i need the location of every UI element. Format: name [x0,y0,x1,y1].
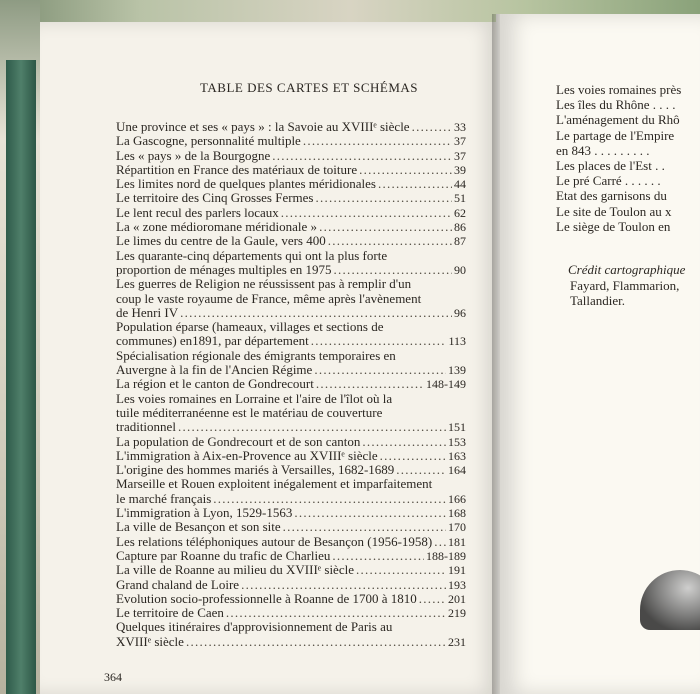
entry-line [116,292,466,306]
right-page-line: Le siège de Toulon en [556,218,671,234]
entry-page-number: 193 [448,577,466,592]
contents-entry [116,349,466,378]
entry-page-number: 201 [448,591,466,606]
leader-dots [380,449,446,463]
entry-page-number: 164 [448,463,466,478]
entry-last-line [116,191,466,205]
entry-page-number: 37 [454,134,466,149]
entry-text: de Henri IV [116,304,179,320]
leader-dots [186,635,446,649]
entry-page-number: 166 [448,491,466,506]
entry-page-number: 151 [448,420,466,435]
entry-page-number: 168 [448,506,466,521]
entry-text: L'origine des hommes mariés à Versailles, 1682-1689 [116,462,395,478]
entry-line [116,477,466,491]
entry-page-number: 33 [454,120,466,134]
leader-dots [356,563,446,577]
entry-last-line [116,463,466,477]
contents-entry [116,463,466,477]
entry-text: Capture par Roanne du trafic de Charlieu [116,547,331,563]
entry-text: L'immigration à Aix-en-Provence au XVIIIᵉ siècle [116,447,378,463]
entry-text: La « zone médioromane méridionale » [116,219,318,235]
entry-text: coup le vaste royaume de France, même après l'avènement [116,290,422,306]
contents-entry [116,435,466,449]
contents-entry [116,477,466,506]
entry-last-line [116,535,466,549]
right-page-line: Le site de Toulon au x [556,203,672,219]
entry-line [116,277,466,291]
contents-entry [116,377,466,391]
entry-last-line [116,363,466,377]
entry-line [116,249,466,263]
entry-last-line [116,163,466,177]
entry-last-line [116,149,466,163]
credit-label: Crédit cartographique [568,262,686,277]
leader-dots [226,606,446,620]
entry-last-line [116,435,466,449]
leader-dots [316,377,424,391]
entry-page-number: 219 [448,606,466,621]
entry-page-number: 153 [448,434,466,449]
leader-dots [396,463,446,477]
leader-dots [434,535,446,549]
contents-entry [116,520,466,534]
entry-text: communes) en1891, par département [116,333,309,349]
leader-dots [362,435,446,449]
entry-text: traditionnel [116,419,176,435]
right-page-line: Les voies romaines près [556,82,682,97]
contents-entry [116,163,466,177]
entry-text: Les relations téléphoniques autour de Besançon (1956-1958) [116,533,433,549]
leader-dots [315,191,452,205]
book-gutter [492,14,500,694]
entry-text: proportion de ménages multiples en 1975 [116,261,332,277]
right-page-line: Le partage de l'Empire [556,127,675,143]
entry-last-line [116,449,466,463]
leader-dots [328,234,452,248]
entry-page-number: 163 [448,448,466,463]
entry-last-line [116,492,466,506]
entry-text: Spécialisation régionale des émigrants temporaires en [116,347,396,363]
entry-page-number: 90 [454,262,466,277]
leader-dots [359,163,452,177]
leader-dots [319,220,452,234]
contents-entry [116,606,466,620]
entry-line [116,320,466,334]
entry-text: Quelques itinéraires d'approvisionnement de Paris au [116,619,393,635]
contents-entry [116,177,466,191]
contents-entry [116,449,466,463]
contents-entry [116,134,466,148]
entry-text: Les limites nord de quelques plantes méridionales [116,176,376,192]
entry-page-number: 181 [448,534,466,549]
right-page-line: Etat des garnisons du [556,188,667,204]
entry-last-line [116,506,466,520]
leader-dots [272,149,452,163]
entry-text: Marseille et Rouen exploitent inégalement et imparfaitement [116,476,433,492]
entry-text: Une province et ses « pays » : la Savoie au XVIIIᵉ siècle [116,119,410,134]
entry-page-number: 231 [448,634,466,649]
credit-lines [570,278,679,308]
entry-last-line [116,563,466,577]
leader-dots [294,506,446,520]
entry-last-line [116,234,466,248]
entry-text: La région et le canton de Gondrecourt [116,376,314,392]
entry-last-line [116,578,466,592]
entry-text: Les guerres de Religion ne réussissent pas à remplir d'un [116,276,412,292]
entry-last-line [116,377,466,391]
leader-dots [412,120,452,134]
entry-last-line [116,220,466,234]
entry-text: La ville de Besançon et son site [116,519,281,535]
entry-page-number: 188-189 [426,548,466,563]
entry-last-line [116,635,466,649]
entry-last-line [116,134,466,148]
contents-entry [116,234,466,248]
entry-text: La ville de Roanne au milieu du XVIIIᵉ siècle [116,562,354,578]
entry-text: Les quarante-cinq départements qui ont la plus forte [116,247,388,263]
contents-entry [116,206,466,220]
credit-line: Fayard, Flammarion, [570,278,680,293]
leader-dots [178,420,446,434]
entry-last-line [116,306,466,320]
entry-text: le marché français [116,490,212,506]
entry-last-line [116,120,466,134]
entry-text: tuile méditerranéenne est le matériau de couverture [116,404,383,420]
entry-page-number: 87 [454,234,466,249]
leader-dots [311,334,447,348]
credit-line: Tallandier. [570,293,626,308]
right-page-line: Les îles du Rhône . . . . [556,97,676,113]
right-page-line: Les places de l'Est . . [556,158,665,174]
contents-entry [116,149,466,163]
contents-entry [116,277,466,320]
leader-dots [213,492,446,506]
contents-entry [116,592,466,606]
leader-dots [419,592,446,606]
contents-entry [116,320,466,349]
entry-page-number: 37 [454,148,466,163]
right-page-line: Le pré Carré . . . . . . [556,173,661,189]
entry-text: Le limes du centre de la Gaule, vers 400 [116,233,326,249]
entry-text: Les « pays » de la Bourgogne [116,147,271,163]
entry-last-line [116,592,466,606]
entry-last-line [116,549,466,563]
contents-entry [116,506,466,520]
entry-page-number: 86 [454,220,466,235]
entry-last-line [116,520,466,534]
entry-page-number: 170 [448,520,466,535]
entry-text: La Gascogne, personnalité multiple [116,133,301,149]
entry-last-line [116,177,466,191]
entry-text: Le lent recul des parlers locaux [116,204,279,220]
leader-dots [314,363,446,377]
right-page-list [556,82,700,234]
entry-last-line [116,420,466,434]
book-spine [6,60,36,694]
contents-entry [116,563,466,577]
entry-page-number: 44 [454,177,466,192]
entry-last-line [116,606,466,620]
entry-text: Auvergne à la fin de l'Ancien Régime [116,362,313,378]
entry-line [116,406,466,420]
leader-dots [180,306,452,320]
leader-dots [332,549,424,563]
leader-dots [334,263,452,277]
entry-page-number: 139 [448,363,466,378]
entry-page-number: 113 [448,334,466,349]
page-title: TABLE DES CARTES ET SCHÉMAS [200,80,419,95]
entry-text: Le territoire des Cinq Grosses Fermes [116,190,314,206]
entry-line [116,392,466,406]
contents-entry [116,249,466,278]
entry-line [116,349,466,363]
leader-dots [281,206,452,220]
entry-last-line [116,334,466,348]
leader-dots [303,134,452,148]
entry-page-number: 62 [454,205,466,220]
entry-last-line [116,206,466,220]
contents-entry [116,191,466,205]
entry-text: Répartition en France des matériaux de toiture [116,161,358,177]
entry-text: Grand chaland de Loire [116,576,240,592]
entry-page-number: 191 [448,563,466,578]
entry-text: La population de Gondrecourt et de son canton [116,433,361,449]
leader-dots [378,177,452,191]
contents-entry [116,392,466,435]
entry-text: Le territoire de Caen [116,605,224,621]
contents-entry [116,120,466,134]
contents-entry [116,578,466,592]
entry-page-number: 39 [454,162,466,177]
leader-dots [241,578,446,592]
contents-entry [116,549,466,563]
page-number: 364 [104,670,122,684]
leader-dots [283,520,446,534]
entry-page-number: 51 [454,191,466,206]
entry-text: Population éparse (hameaux, villages et sections de [116,319,384,335]
entry-page-number: 148-149 [426,377,466,392]
right-page-line: en 843 . . . . . . . . . [556,142,650,158]
entry-page-number: 96 [454,305,466,320]
right-page-line: L'aménagement du Rhô [556,112,680,128]
entry-last-line [116,263,466,277]
contents-entry [116,535,466,549]
entry-text: XVIIIᵉ siècle [116,633,184,649]
contents-entry [116,620,466,649]
contents-entry [116,220,466,234]
entry-line [116,620,466,634]
entry-text: Les voies romaines en Lorraine et l'aire de l'îlot où la [116,390,393,406]
entry-text: Evolution socio-professionnelle à Roanne de 1700 à 1810 [116,590,417,606]
entry-text: L'immigration à Lyon, 1529-1563 [116,505,293,521]
contents-list [116,120,466,649]
